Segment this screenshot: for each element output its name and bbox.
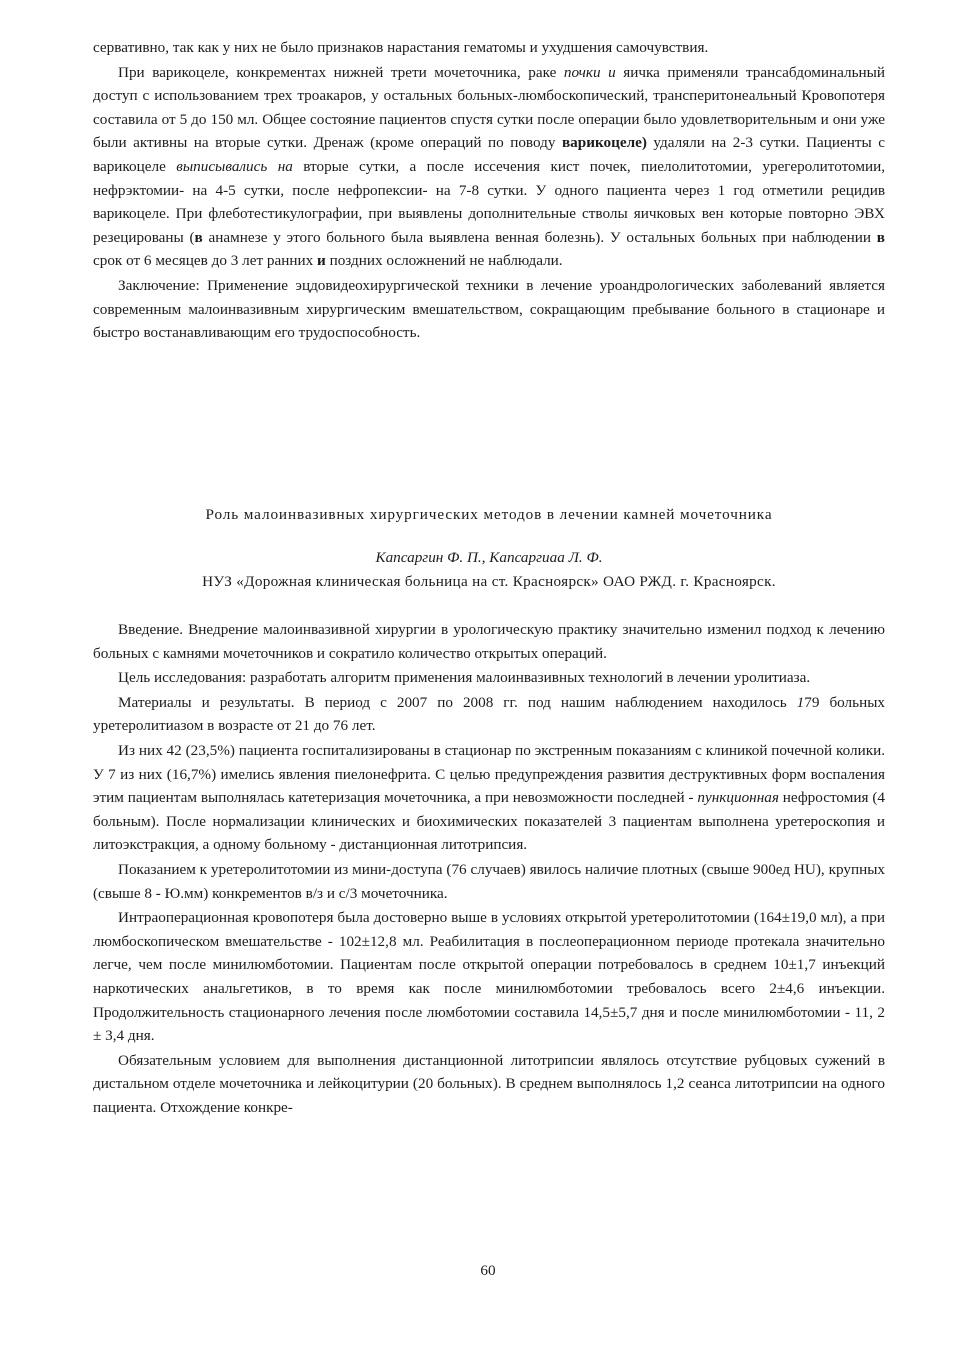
italic-run: 1 xyxy=(796,693,805,711)
italic-run: пункционная xyxy=(697,789,779,807)
previous-article-continuation xyxy=(93,36,885,346)
article-title: Роль малоинвазивных хирургических методов в лечении камней мочеточника xyxy=(205,506,773,523)
introduction-paragraph: Введение. Внедрение малоинвазивной хирургии в урологическую практику значительно изменил подход к лечению больных с камнями мочеточников и сократило количество открытых операций. xyxy=(93,621,885,662)
italic-run: почки и xyxy=(563,63,616,81)
text-run: 79 больных уретеролитиазом в возрасте от 21 до 76 лет. xyxy=(93,693,885,735)
paragraph xyxy=(93,61,885,273)
text-run: нефростомия (4 больным). После нормализации клинических и биохимических показателей 3 пациентам выполнена уретероскопия и литоэкстракция, а одному больному - дистанционная литотрипсия. xyxy=(93,789,885,854)
paragraph: Показанием к уретеролитотомии из мини-доступа (76 случаев) явилось наличие плотных (свыше 900ед HU), крупных (свыше 8 - Ю.мм) конкрементов в/з и с/3 мочеточника. xyxy=(93,860,885,902)
paragraph xyxy=(93,739,885,857)
text-run: анамнезе у этого больного была выявлена венная болезнь). У остальных больных при наблюдении xyxy=(202,228,877,246)
article-authors: Капсаргин Ф. П., Капсаргиаа Л. Ф. xyxy=(375,549,603,566)
text-run: удаляли на 2-3 сутки. Пациенты с варикоцеле xyxy=(93,134,885,175)
article-affiliation: НУЗ «Дорожная клиническая больница на ст. Красноярск» ОАО РЖД. г. Красноярск. xyxy=(202,573,776,590)
text-run: поздних осложнений не наблюдали. xyxy=(325,252,563,270)
paragraph: Интраоперационная кровопотеря была достоверно выше в условиях открытой уретеролитотомии (164±19,0 мл), а при люмбоскопическом вмешательстве - 102±12,8 мл. Реабилитация в послеоперационном периоде протекала значительно легче, чем после минилюмботомии. Пациентам после открытой операции потребовалось в среднем 10±1,7 инъекций наркотических анальгетиков, в то время как после минилюмботомии требовалось всего 2±4,6 инъекции. Продолжительность стационарного лечения после люмботомии составила 14,5±5,7 дня и после минилюмботомии - 11, 2 ± 3,4 дня. xyxy=(93,909,885,1045)
text-run: При варикоцеле, конкрементах нижней трети мочеточника, раке xyxy=(118,63,564,81)
article-body xyxy=(93,618,885,1120)
text-run: вторые сутки, а после иссечения кист почек, пиелолитотомии, урегеролитотомии, нефрэктомии- на 4-5 сутки, после нефропексии- на 7-8 сутки. У одного пациента через 1 год отметили рецидив варикоцеле. При флеботестикулографии, при выявлены дополнительные стволы яичковых вен которые повторно ЭВХ резецированы ( xyxy=(93,157,886,246)
text-run: Из них 42 (23,5%) пациента госпитализированы в стационар по экстренным показаниям с клиникой почечной колики. У 7 из них (16,7%) имелись явления пиелонефрита. С целью предупреждения развития деструктивных форм воспаления этим пациентам выполнялась катетеризация мочеточника, а при невозможности последней - xyxy=(93,741,885,807)
conclusion-paragraph: Заключение: Применение эцдовидеохирургической техники в лечение уроандрологических заболеваний является современным малоинвазивным хирургическим вмешательством, сокращающим пребывание больного в стационаре и быстро востанавливающим его трудоспособность. xyxy=(93,276,885,342)
aim-paragraph: Цель исследования: разработать алгоритм применения малоинвазивных технологий в лечении уролитиаза. xyxy=(118,669,811,687)
page-number: 60 xyxy=(480,1262,496,1279)
text-run: яичка применяли трансабдоминальный доступ с использованием трех троакаров, у остальных больных-люмбоскопический, трансперитонеальный Кровопотеря составила от 5 до 150 мл. Общее состояние пациентов спустя сутки после операции было удовлетворительным и они уже были активны на вторые сутки. Дренаж (кроме операций по поводу xyxy=(93,63,886,152)
paragraph: Обязательным условием для выполнения дистанционной литотрипсии являлось отсутствие рубцовых сужений в дистальном отделе мочеточника и лейкоцитурии (20 больных). В среднем выполнялось 1,2 сеанса литотрипсии на одного пациента. Отхождение конкре- xyxy=(93,1051,885,1116)
bold-run: в xyxy=(194,228,203,246)
italic-run: выписывались на xyxy=(176,157,293,175)
text-run: Материалы и результаты. В период с 2007 по 2008 гг. под нашим наблюдением находилось xyxy=(118,693,797,711)
text-run: срок от 6 месяцев до 3 лет ранних xyxy=(93,252,317,270)
bold-run: и xyxy=(317,252,326,270)
bold-run: в xyxy=(876,228,885,246)
paragraph: сервативно, так как у них не было признаков нарастания гематомы и ухудшения самочувствия. xyxy=(93,39,709,56)
bold-run: варикоцеле) xyxy=(561,134,647,152)
materials-paragraph xyxy=(93,691,885,738)
